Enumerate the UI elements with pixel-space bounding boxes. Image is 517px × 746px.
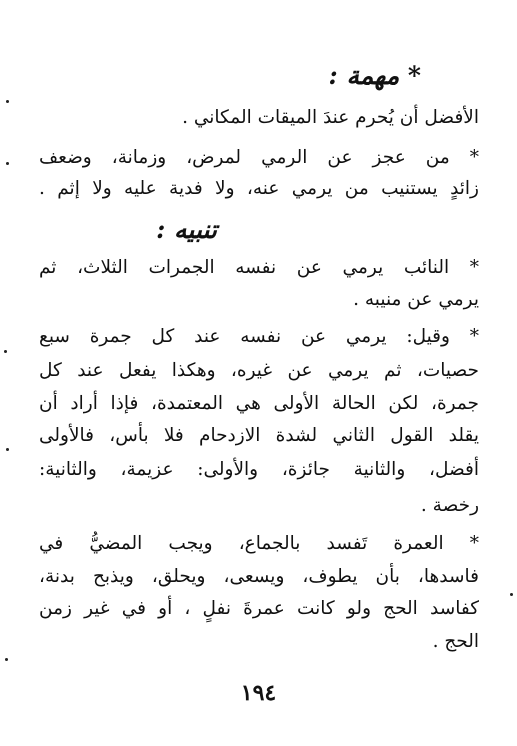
text-line: * وقيل: يرمي عن نفسه عند كل جمرة سبع xyxy=(39,326,479,347)
text-line: حصيات، ثم يرمي عن غيره، وهكذا يفعل عند كل xyxy=(39,360,479,381)
text-line: زائدٍ يستنيب من يرمي عنه، ولا فدية عليه ولا إثم . xyxy=(39,178,479,199)
scan-speck xyxy=(6,162,9,165)
text-line: جمرة، لكن الحالة الأولى هي المعتمدة، فإذا أراد أن xyxy=(39,393,479,414)
text-line: رخصة . xyxy=(420,495,479,516)
text-line: يرمي عن منيبه . xyxy=(353,289,479,310)
heading-important: * مهمة : xyxy=(328,61,421,90)
text-line: أفضل، والثانية جائزة، والأولى: عزيمة، والثانية: xyxy=(39,459,479,480)
text-line: * من عجز عن الرمي لمرض، وزمانة، وضعف xyxy=(39,147,479,168)
scan-speck xyxy=(4,350,7,353)
text-line: كفاسد الحج ولو كانت عمرةَ نفلٍ ، أو في غير زمن xyxy=(39,598,479,619)
text-line: الأفضل أن يُحرم عندَ الميقات المكاني . xyxy=(182,107,479,128)
scan-speck xyxy=(6,100,9,103)
heading-notice: تنبيه : xyxy=(156,215,217,244)
scan-speck xyxy=(510,593,513,596)
text-line: يقلد القول الثاني لشدة الازدحام فلا بأس، فالأولى xyxy=(39,425,479,446)
text-line: * النائب يرمي عن نفسه الجمرات الثلاث، ثم xyxy=(39,257,479,278)
text-line: فاسدها، بأن يطوف، ويسعى، ويحلق، ويذبح بدنة، xyxy=(39,566,479,587)
page-number: ١٩٤ xyxy=(240,680,277,706)
scan-speck xyxy=(6,448,9,451)
scan-speck xyxy=(5,658,8,661)
text-line: * العمرة تَفسد بالجماع، ويجب المضيُّ في xyxy=(39,533,479,554)
text-line: الحج . xyxy=(432,631,479,652)
